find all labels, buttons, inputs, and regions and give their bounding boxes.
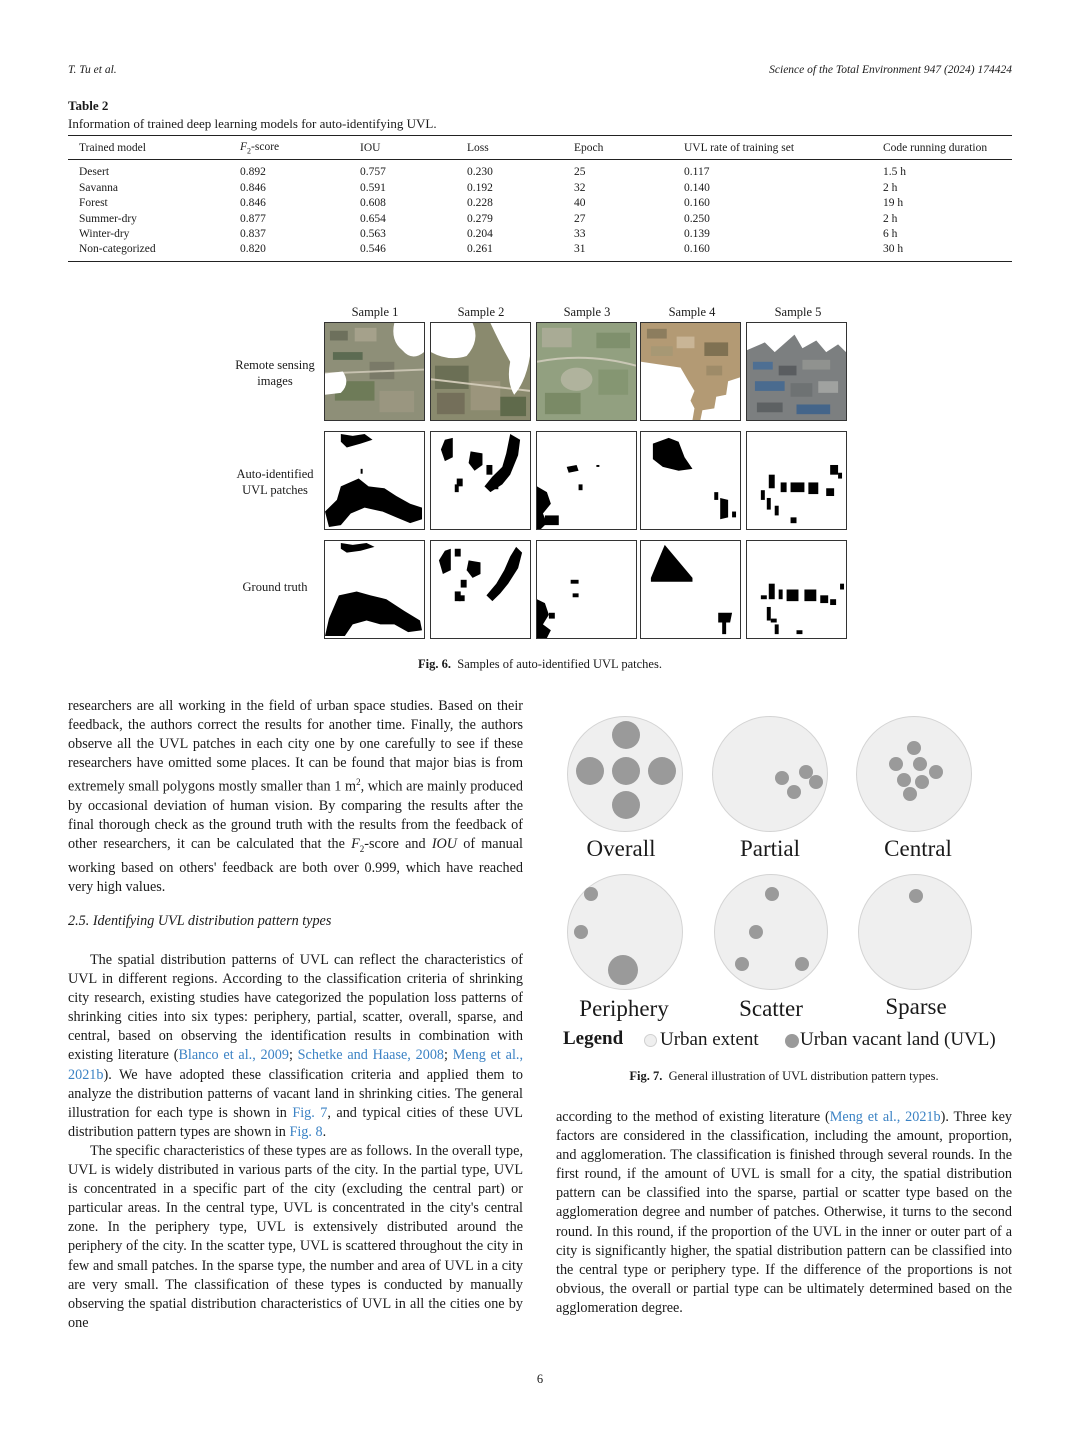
table-row [68,227,1012,242]
table-cell: 0.230 [467,166,493,179]
col-header: $F_2$-score [229,136,349,160]
text: , which are mainly produced by occasional deviation of human vision. By comparing the results after the final thorough check as the ground truth with the results from the feedback of other researchers, it can be calculated that the [68,779,523,853]
truth-patches-4 [640,540,741,639]
table-label: Table 2 [68,98,109,113]
table-cell: 32 [574,181,586,194]
fig6-caption-text: Samples of auto-identified UVL patches. [457,657,662,671]
table-cell: 0.117 [684,166,710,179]
text: according to the method of existing literature ( [556,1109,830,1125]
table-cell: Desert [79,166,110,179]
text: of manual working based on others' feedback are both over 0.999, which have reached very high values. [68,836,523,896]
col-header: Loss [456,136,563,160]
table-cell: Winter-dry [79,227,130,240]
figure-link[interactable]: Fig. 8 [289,1123,323,1140]
text: IOU [431,836,458,853]
sample-label: Sample 4 [668,305,716,319]
sample-label: Sample 5 [774,305,822,319]
table-cell: 0.261 [456,242,563,261]
col-header: Code running duration [872,136,1012,160]
text: researchers are all working in the field of urban space studies. Based on their feedback, the authors correct the results for another time. Finally, the authors observe all the UVL patches in each city one by one carefully to see if these researchers have omitted some places. It can be found that major bias is from extremely small polygons mostly smaller than 1 m [68,698,523,796]
table-cell: 0.250 [684,212,710,225]
left-paragraph-3: The specific characteristics of these types are as follows. In the overall type, UVL is widely distributed in various parts of the city. In the partial type, UVL is concentrated in a specific part of the city (excluding the central part) or particular areas. In the central type, UVL is concentrated in the city's central zone. In the periphery type, UVL is extensively distributed around the periphery of the city. In the scatter type, UVL is scattered throughout the city in few and small patches. In the sparse type, the number and area of UVL in a city are very small. The classification of these types is conducted by manually observing the spatial distribution characteristics of UVL in all the cities one by one [68,1142,523,1331]
table-cell: Non-categorized [68,242,229,261]
fig7-caption-text: General illustration of UVL distribution pattern types. [668,1069,939,1083]
legend-urban-label: Urban extent [660,1029,759,1050]
table-row [68,196,1012,211]
table-row [68,242,1012,261]
left-paragraph-2 [68,951,523,1333]
text: ). Three key factors are considered in the classification, including the amount, proportion, and agglomeration. The classification is finished through several rounds. In the first round, if the amount of UVL is small for a city, the spatial distribution pattern can be classified into the sparse, partial or scatter type based on the agglomeration degree and number of patches. Otherwise, it turns to the second round. In this round, if the proportion of the UVL in the inner or outer part of a city is significantly higher, the spatial distribution pattern can be classified into the central type or periphery type. If the difference of the proportions is not obvious, the overall or partial type can be ultimately determined based on the agglomeration degree. [556,1109,1012,1316]
table-cell: Savanna [79,181,118,194]
table-cell: 0.877 [240,212,266,225]
row-label-truth: Ground truth [242,580,308,594]
subscript: 2 [359,844,365,855]
legend-title: Legend [563,1028,624,1049]
text: , and typical cities of these UVL distribution pattern types are shown in [68,1104,523,1140]
text: F [351,836,360,853]
table-cell: 0.279 [467,212,493,225]
table-cell: Summer-dry [79,212,137,225]
table-cell: 19 h [883,197,904,210]
table-cell: 0.591 [360,181,386,194]
table-cell: 0.846 [240,197,266,210]
sample-label: Sample 3 [563,305,611,319]
left-paragraph-1 [68,697,523,898]
remote-image-2 [430,322,531,421]
col-header: UVL rate of training set [673,136,872,160]
table-header-row [68,136,1012,160]
table-cell: 0.140 [684,181,710,194]
running-journal: Science of the Total Environment 947 (2024) 174424 [769,64,1012,76]
col-header: Trained model [68,136,229,160]
table-cell: 2 h [883,181,898,194]
table-cell: 0.846 [240,181,266,194]
fig6-caption-label: Fig. 6. [418,657,452,671]
legend [563,1028,623,1050]
table-cell: 0.654 [360,212,386,225]
central-circle [856,716,972,832]
table-row [68,181,1012,196]
truth-patches-5 [746,540,847,639]
sample-label: Sample 1 [351,305,399,319]
truth-patches-2 [430,540,531,639]
periphery-circle [567,874,683,990]
table-cell: Forest [79,197,108,210]
section-heading: 2.5. Identifying UVL distribution pattern types [68,913,332,929]
table-cell: 0.837 [240,227,266,240]
row-label-remote: Remote sensing images [235,358,315,388]
table-cell: 1.5 h [883,166,906,179]
auto-patches-4 [640,431,741,530]
sample-label: Sample 2 [457,305,505,319]
legend-uvl-label: Urban vacant land (UVL) [800,1029,996,1050]
table-cell: 0.160 [673,242,872,261]
page-number: 6 [536,1372,544,1386]
text: The spatial distribution patterns of UVL can reflect the characteristics of UVL in different regions. According to the classification criteria of shrinking city research, existing studies have categorized the population loss patterns of shrinking cities into six types: periphery, partial, scatter, overall, sparse, and central, based on observing the identification results in combination with existing literature ( [68,952,523,1064]
fig7-caption [556,1069,1012,1084]
text: ; [288,1047,298,1064]
text: . [322,1123,327,1140]
remote-image-4 [640,322,741,421]
table-row [68,212,1012,227]
type-label-central: Central [884,836,952,861]
type-label-sparse: Sparse [885,994,947,1019]
scatter-circle [714,874,828,990]
auto-patches-1 [324,431,425,530]
legend-urban-swatch [644,1034,657,1047]
table-cell: 0.139 [684,227,710,240]
truth-patches-3 [536,540,637,639]
truth-patches-1 [324,540,425,639]
citation-link[interactable]: Meng et al., 2021b [68,1047,523,1083]
col-header: Epoch [563,136,673,160]
table-cell: 0.757 [360,166,386,179]
row-label-auto: Auto-identified UVL patches [236,467,314,497]
remote-image-5 [746,322,847,421]
table-cell: 0.820 [229,242,349,261]
table-cell: 40 [574,197,586,210]
figure-link[interactable]: Fig. 7 [292,1104,328,1121]
remote-image-1 [324,322,425,421]
table-cell: 0.160 [684,197,710,210]
table-caption: Information of trained deep learning models for auto-identifying UVL. [68,116,437,131]
table-cell: 0.892 [240,166,266,179]
type-label-scatter: Scatter [739,996,803,1021]
type-label-overall: Overall [586,836,656,861]
citation-link[interactable]: Blanco et al., 2009 [178,1047,289,1064]
text: ). We have adopted these classification criteria and applied them to analyze the distribution patterns of vacant land in shrinking cities. The general illustration for each type is shown in [68,1066,523,1121]
type-label-periphery: Periphery [579,996,669,1021]
table-cell: 2 h [883,212,898,225]
text: -score and [364,836,432,853]
right-paragraph [556,1108,1012,1318]
partial-circle [712,716,828,832]
table-cell: 27 [574,212,586,225]
col-header: IOU [349,136,456,160]
citation-link[interactable]: Schetke and Haase, 2008 [297,1047,445,1064]
fig7-caption-label: Fig. 7. [629,1069,663,1083]
citation-link[interactable]: Meng et al., 2021b [829,1109,941,1125]
table-cell: 30 h [872,242,1012,261]
table-cell: 0.228 [467,197,493,210]
table-cell: 25 [574,166,586,179]
auto-patches-5 [746,431,847,530]
table-cell: 0.546 [349,242,456,261]
model-table [68,135,1012,262]
table-cell: 6 h [883,227,898,240]
table-cell: 31 [563,242,673,261]
text: ; [444,1047,453,1064]
remote-image-3 [536,322,637,421]
fig6-caption [324,657,756,672]
auto-patches-2 [430,431,531,530]
auto-patches-3 [536,431,637,530]
overall-circle [567,716,683,832]
table-cell: 0.192 [467,181,493,194]
type-label-partial: Partial [739,836,801,861]
table-cell: 33 [574,227,586,240]
legend-uvl-swatch [785,1034,799,1048]
table-row [68,160,1012,181]
table-cell: 0.204 [467,227,493,240]
table-cell: 0.608 [360,197,386,210]
running-author: T. Tu et al. [68,64,117,76]
sparse-circle [858,874,972,990]
table-cell: 0.563 [360,227,386,240]
superscript: 2 [356,777,361,788]
